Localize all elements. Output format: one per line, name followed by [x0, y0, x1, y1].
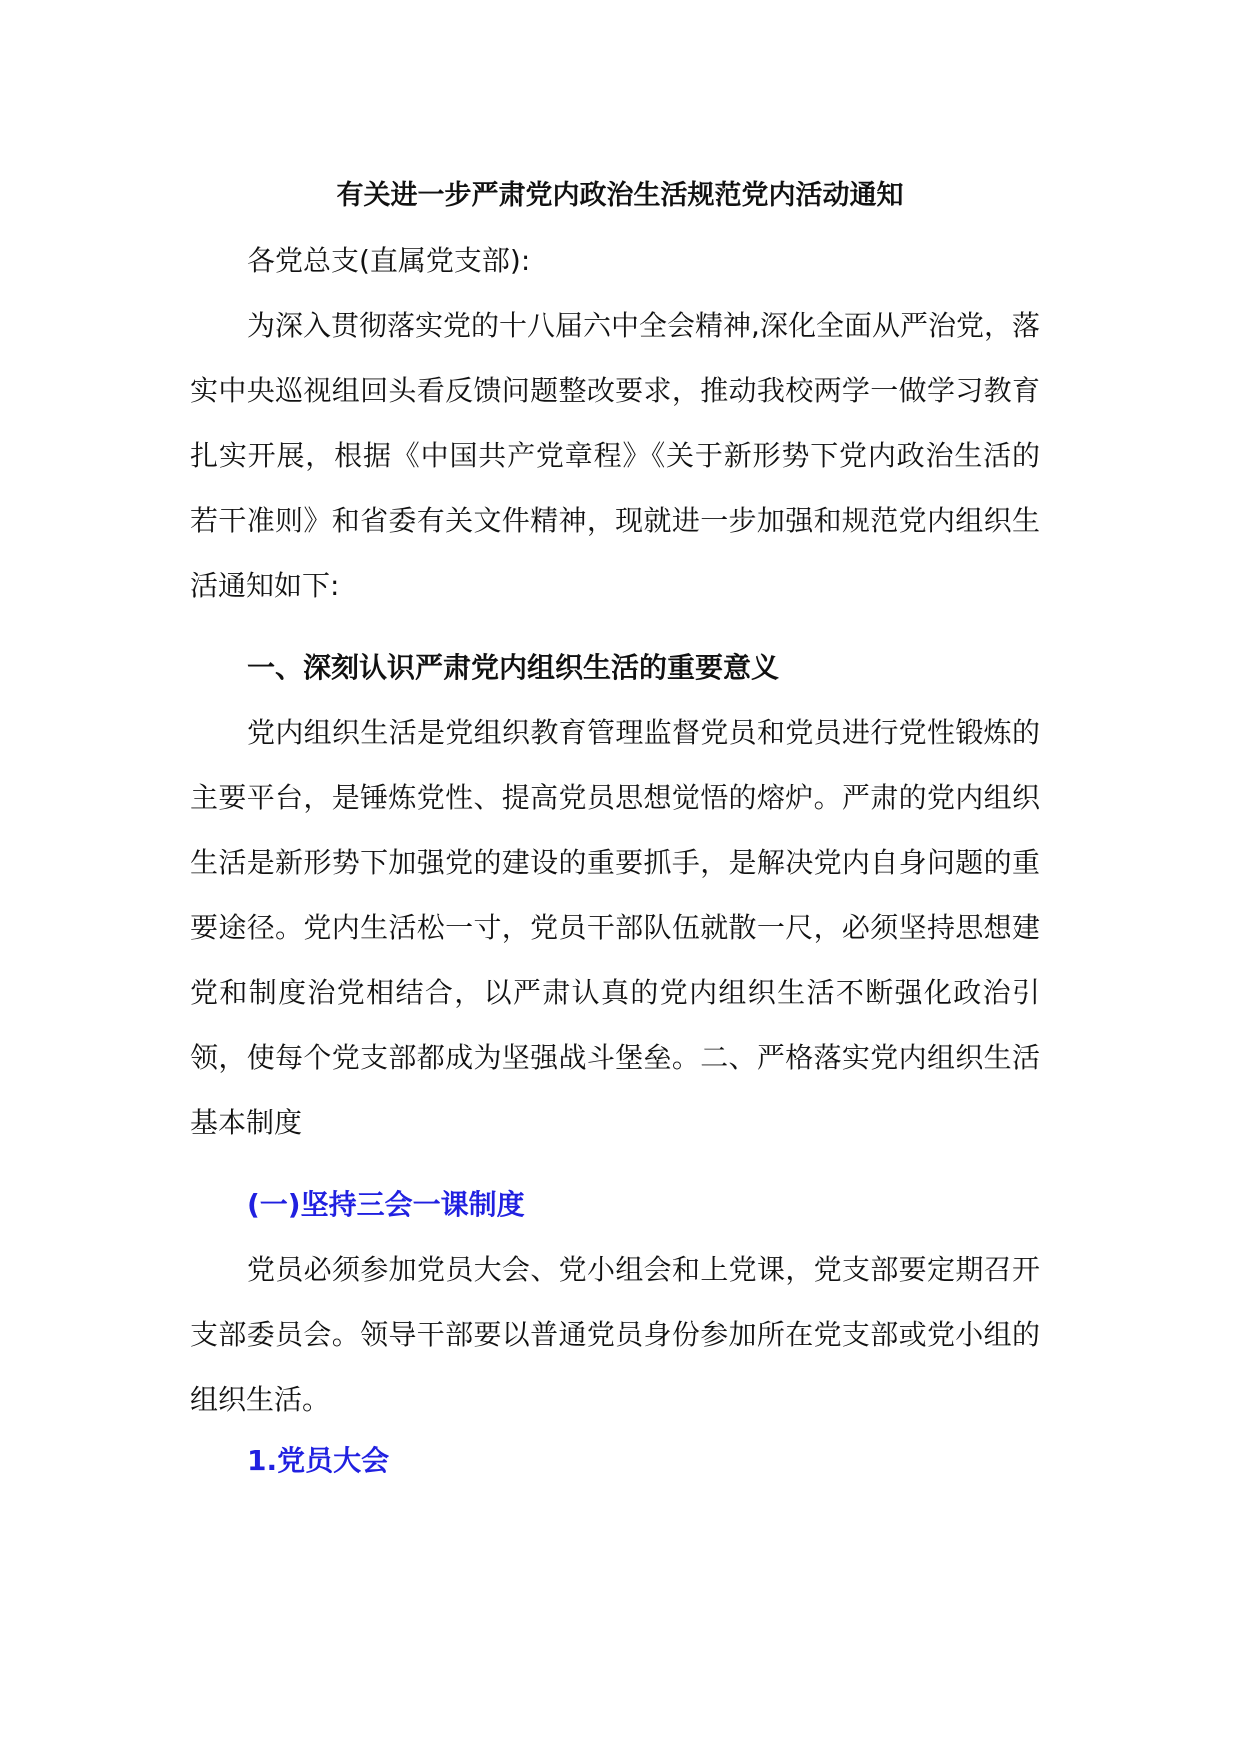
salutation: 各党总支(直属党支部):: [247, 244, 531, 277]
subsection-1-paragraph: 党员必须参加党员大会、党小组会和上党课，党支部要定期召开支部委员会。领导干部要以普通党员身份参加所在党支部或党小组的组织生活。: [190, 1253, 1040, 1416]
subsection-heading-1: (一)坚持三会一课制度: [247, 1188, 525, 1221]
intro-paragraph: 为深入贯彻落实党的十八届六中全会精神,深化全面从严治党，落实中央巡视组回头看反馈问题整改要求，推动我校两学一做学习教育扎实开展，根据《中国共产党章程》《关于新形势下党内政治生活的若干准则》和省委有关文件精神，现就进一步加强和规范党内组织生活通知如下:: [190, 309, 1040, 602]
item-heading-1: 1.党员大会: [247, 1444, 390, 1477]
section-heading-1: 一、深刻认识严肃党内组织生活的重要意义: [247, 651, 780, 684]
section-1-paragraph: 党内组织生活是党组织教育管理监督党员和党员进行党性锻炼的主要平台，是锤炼党性、提高党员思想觉悟的熔炉。严肃的党内组织生活是新形势下加强党的建设的重要抓手，是解决党内自身问题的重要途径。党内生活松一寸，党员干部队伍就散一尺，必须坚持思想建党和制度治党相结合，以严肃认真的党内组织生活不断强化政治引领，使每个党支部都成为坚强战斗堡垒。二、严格落实党内组织生活基本制度: [190, 716, 1040, 1139]
document-title: 有关进一步严肃党内政治生活规范党内活动通知: [336, 180, 904, 211]
